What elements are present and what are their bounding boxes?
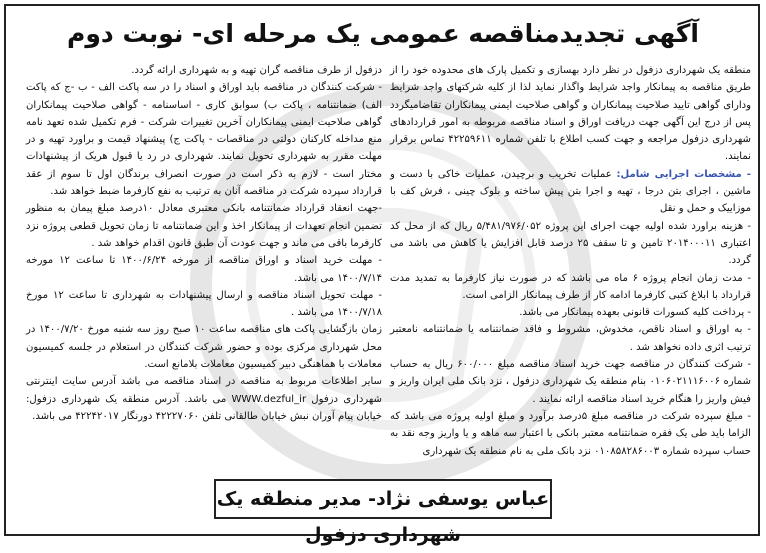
execution-specs — [390, 166, 751, 218]
intro-paragraph: منطقه یک شهرداری دزفول در نظر دارد بهسازی و تکمیل پارک های محدوده خود را از طریق مناقصه به پیمانکار واجد شرایط واگذار نماید لذا از کلیه شرکتهای واجد شرایط ودارای گواهی تایید صلاحیت پیمانکاران و گواهی صلاحیت ایمنی پیمانکاران تقاضامیگردد پس از درج این آگهی جهت دریافت اوراق و اسناد مناقصه مربوطه به امور قراردادهای شهرداری دزفول مراجعه و جهت کسب اطلاع با تلفن شماره ۴۲۲۵۹۶۱۱ تماس برقرار نمایند. — [390, 65, 751, 163]
opening-time: زمان بازگشایی پاکت های مناقصه ساعت ۱۰ صبح روز سه شنبه مورخ ۱۴۰۰/۷/۲۰ در محل شهرداری مرکزی بوده و حضور شرکت کنندگان در استعلام در جلسه کمیسیون معاملات با هماهنگی دبیر کمیسیون معاملات بلامانع است. — [26, 324, 382, 371]
envelope-requirements: - شرکت کنندگان در مناقصه باید اوراق و اسناد را در سه پاکت الف - ب -ج که پاکت الف) ضمانتنامه ، پاکت ب) سوابق کاری - اساسنامه - گواهی صلاحیت پیمانکاران گواهی صلاحیت ایمنی پیمانکاران آخرین تغییرات شرکت - فرم تکمیل شده تعهد نامه منع مداخله کارکنان دولتی در مناقصات - پاکت ج) پیشنهاد قیمت و براورد تهیه و در مهلت مقرر به شهرداری تحویل نمایند. شهرداری در رد یا قبول هریک از پیشنهادات مختار است - لازم به ذکر است در صورت انصراف برندگان اول تا سوم از عقد قرارداد سپرده شرکت در مناقصه آنان به ترتیب به نفع کارفرما ضبط خواهد شد. — [26, 82, 382, 198]
deposit-continued: دزفول از طرف مناقصه گران تهیه و به شهرداری ارائه گردد. — [131, 65, 382, 76]
submission-deadline: - مهلت تحویل اسناد مناقصه و ارسال پیشنهادات به شهرداری تا ساعت ۱۲ مورخ ۱۴۰۰/۷/۱۸ می باشد . — [26, 289, 382, 319]
execution-specs-text: عملیات تخریب و برچیدن، عملیات خاکی با دست و ماشین ، اجرای بتن درجا ، تهیه و اجرا بتن پیش ساخته و بلوک چینی ، فرش کف با موزاییک و حمل و نقل — [390, 168, 751, 215]
contact-info: سایر اطلاعات مربوط به مناقصه در اسناد مناقصه می باشد آدرس سایت اینترنتی شهرداری دزفول WWW.dezful_ir می باشد. آدرس منطقه یک شهرداری دزفول: خیابان پیام آوران نبش خیابان طالقانی تلفن ۴۲۲۲۷۰۶۰ دورنگار ۴۲۲۴۲۰۱۷ می باشد. — [26, 376, 382, 422]
deductions: - پرداخت کلیه کسورات قانونی بعهده پیمانکار می باشد. — [519, 307, 751, 319]
page-title: آگهی تجدیدمناقصه عمومی یک مرحله ای- نوبت دوم — [67, 19, 699, 48]
right-column — [390, 62, 751, 472]
deposit-info: - مبلغ سپرده شرکت در مناقصه مبلغ ۵درصد برآورد و مبلغ اولیه پروژه می باشد که الزاما باید طی یک فقره ضمانتنامه معتبر بانکی با اعتبار سه ماهه و یا واریز وجه نقد به حساب سپرده شماره ۰۱۰۸۵۸۲۸۶۰۰۳ نزد بانک ملی به نام منطقه یک شهرداری — [390, 410, 751, 457]
document-purchase: - شرکت کنندگان در مناقصه جهت خرید اسناد مناقصه مبلغ ۶۰۰/۰۰۰ ریال به حساب شماره ۰۱۰۶۰۲۱۱۱۶۰۰۶ بنام منطقه یک شهرداری دزفول ، نزد بانک ملی ایران واریز و فیش واریز را هنگام خرید اسناد مناقصه ارائه نمایند . — [390, 359, 751, 405]
signature-box: عباس یوسفی نژاد- مدیر منطقه یک شهرداری دزفول — [214, 479, 552, 519]
subheading-label: - مشخصات اجرایی شامل: — [616, 168, 751, 180]
purchase-deadline: - مهلت خرید اسناد و اوراق مناقصه از مورخه ۱۴۰۰/۶/۲۴ تا ساعت ۱۲ مورخه ۱۴۰۰/۷/۱۴ می باشد. — [26, 255, 382, 284]
left-column — [26, 62, 382, 472]
invalid-documents: - به اوراق و اسناد ناقص، مخدوش، مشروط و فاقد ضمانتنامه یا ضمانتنامه نامعتبر ترتیب اثری داده نخواهد شد . — [390, 324, 751, 353]
contract-guarantee: -جهت انعقاد قرارداد ضمانتنامه بانکی معتبری معادل ۱۰درصد مبلغ پیمان به منظور تضمین انجام تعهدات از پیمانکار اخذ و این ضمانتنامه تا زمان تحویل قطعی پروژه نزد کارفرما باقی می ماند و جهت عودت آن طبق قانون اقدام خواهد شد . — [26, 203, 382, 249]
cost-estimate: - هزینه براورد شده اولیه جهت اجرای این پروژه ۵/۴۸۱/۹۷۶/۰۵۲ ریال که از محل کد اعتباری ۲۰۱۴۰۰۰۱۱ تامین و تا سقف ۲۵ درصد قابل افزایش یا کاهش می باشد می گردد. — [390, 220, 751, 267]
project-duration: - مدت زمان انجام پروژه ۶ ماه می باشد که در صورت نیاز کارفرما به تمدید مدت قرارداد با ابلاغ کتبی کارفرما ادامه کار از طرف پیمانکار الزامی است. — [390, 272, 751, 301]
